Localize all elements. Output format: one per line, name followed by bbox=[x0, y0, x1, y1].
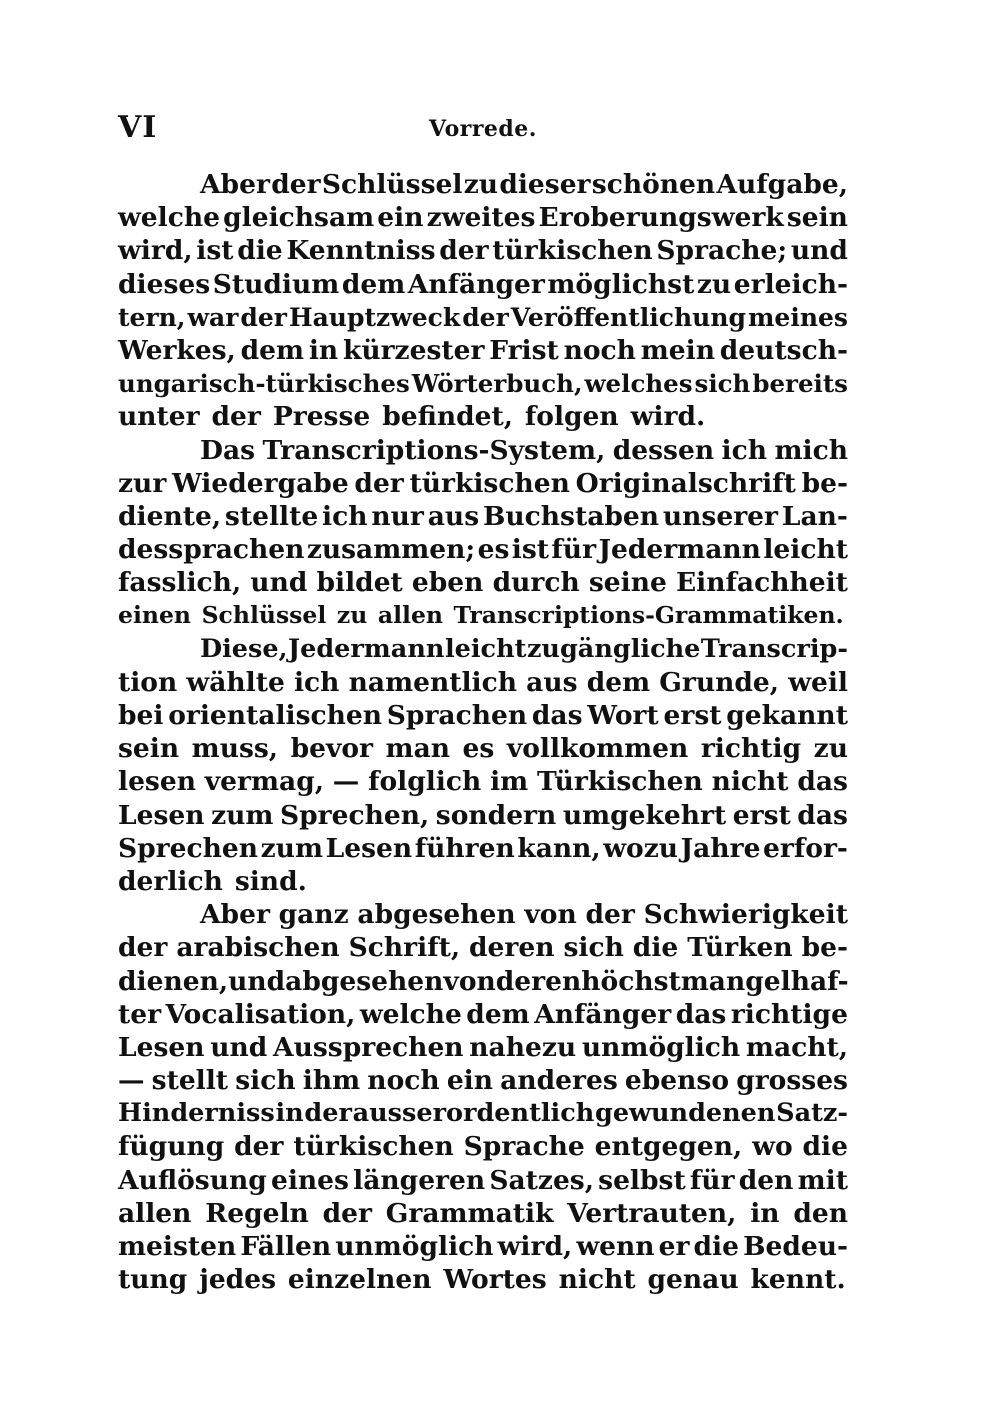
text-line: dienen, und abgesehen von deren höchst mangelhaf- bbox=[118, 965, 849, 997]
text-line: Diese, Jedermann leicht zugängliche Transcrip- bbox=[200, 633, 848, 664]
text-line: sein muss, bevor man es vollkommen richtig zu bbox=[118, 733, 848, 765]
page-header bbox=[118, 110, 848, 150]
text-line: welche gleichsam ein zweites Eroberungswerk sein bbox=[118, 202, 848, 234]
text-line: lesen vermag, — folglich im Türkischen nicht das bbox=[118, 766, 848, 798]
text-line: dessprachen zusammen; es ist für Jedermann leicht bbox=[118, 534, 848, 566]
text-line: ter Vocalisation, welche dem Anfänger das richtige bbox=[118, 998, 848, 1030]
text-line: wird, ist die Kenntniss der türkischen Sprache; und bbox=[118, 235, 848, 267]
text-line: dieses Studium dem Anfänger möglichst zu erleich- bbox=[118, 268, 848, 300]
page-number: VI bbox=[118, 110, 158, 145]
text-line: Auflösung eines längeren Satzes, selbst für den mit bbox=[118, 1164, 848, 1196]
text-line: derlich sind. bbox=[118, 865, 307, 897]
text-line: bei orientalischen Sprachen das Wort erst gekannt bbox=[118, 700, 848, 731]
text-line: fügung der türkischen Sprache entgegen, wo die bbox=[118, 1131, 848, 1163]
text-line: fasslich, und bildet eben durch seine Einfachheit bbox=[118, 567, 848, 599]
text-line: zur Wiedergabe der türkischen Originalschrift be- bbox=[118, 467, 848, 499]
text-line: tern, war der Hauptzweck der Veröffentlichung meines bbox=[118, 302, 848, 332]
text-line: Werkes, dem in kürzester Frist noch mein deutsch- bbox=[118, 334, 848, 366]
text-line: Hinderniss in der ausserordentlich gewundenen Satz- bbox=[118, 1098, 848, 1129]
text-line: meisten Fällen unmöglich wird, wenn er die Bedeu- bbox=[118, 1231, 848, 1262]
text-line: tion wählte ich namentlich aus dem Grunde, weil bbox=[118, 666, 848, 698]
text-line: tung jedes einzelnen Wortes nicht genau kennt. bbox=[118, 1264, 846, 1296]
text-line: diente, stellte ich nur aus Buchstaben unserer Lan- bbox=[118, 500, 848, 532]
text-line: Aber ganz abgesehen von der Schwierigkeit bbox=[200, 899, 848, 931]
paragraph bbox=[118, 168, 848, 434]
running-head: Vorrede. bbox=[429, 116, 537, 142]
text-line: Lesen und Aussprechen nahezu unmöglich macht, bbox=[118, 1031, 848, 1063]
paragraph bbox=[118, 633, 848, 899]
text-line: — stellt sich ihm noch ein anderes ebenso grosses bbox=[118, 1065, 848, 1097]
text-line: der arabischen Schrift, deren sich die Türken be- bbox=[118, 932, 848, 964]
text-line: allen Regeln der Grammatik Vertrauten, in den bbox=[118, 1197, 848, 1229]
text-line: Lesen zum Sprechen, sondern umgekehrt erst das bbox=[118, 799, 848, 831]
paragraph bbox=[118, 434, 848, 633]
text-line: Aber der Schlüssel zu dieser schönen Aufgabe, bbox=[200, 169, 848, 200]
text-line: ungarisch-türkisches Wörterbuch, welches sich bereits bbox=[118, 369, 848, 399]
text-line: unter der Presse befindet, folgen wird. bbox=[118, 401, 706, 433]
text-line: einen Schlüssel zu allen Transcriptions-Grammatiken. bbox=[118, 601, 844, 630]
text-line: Sprechen zum Lesen führen kann, wozu Jahre erfor- bbox=[118, 832, 848, 864]
paragraph bbox=[118, 898, 848, 1296]
body-text bbox=[118, 168, 848, 1296]
text-line: Das Transcriptions-System, dessen ich mich bbox=[200, 434, 848, 466]
